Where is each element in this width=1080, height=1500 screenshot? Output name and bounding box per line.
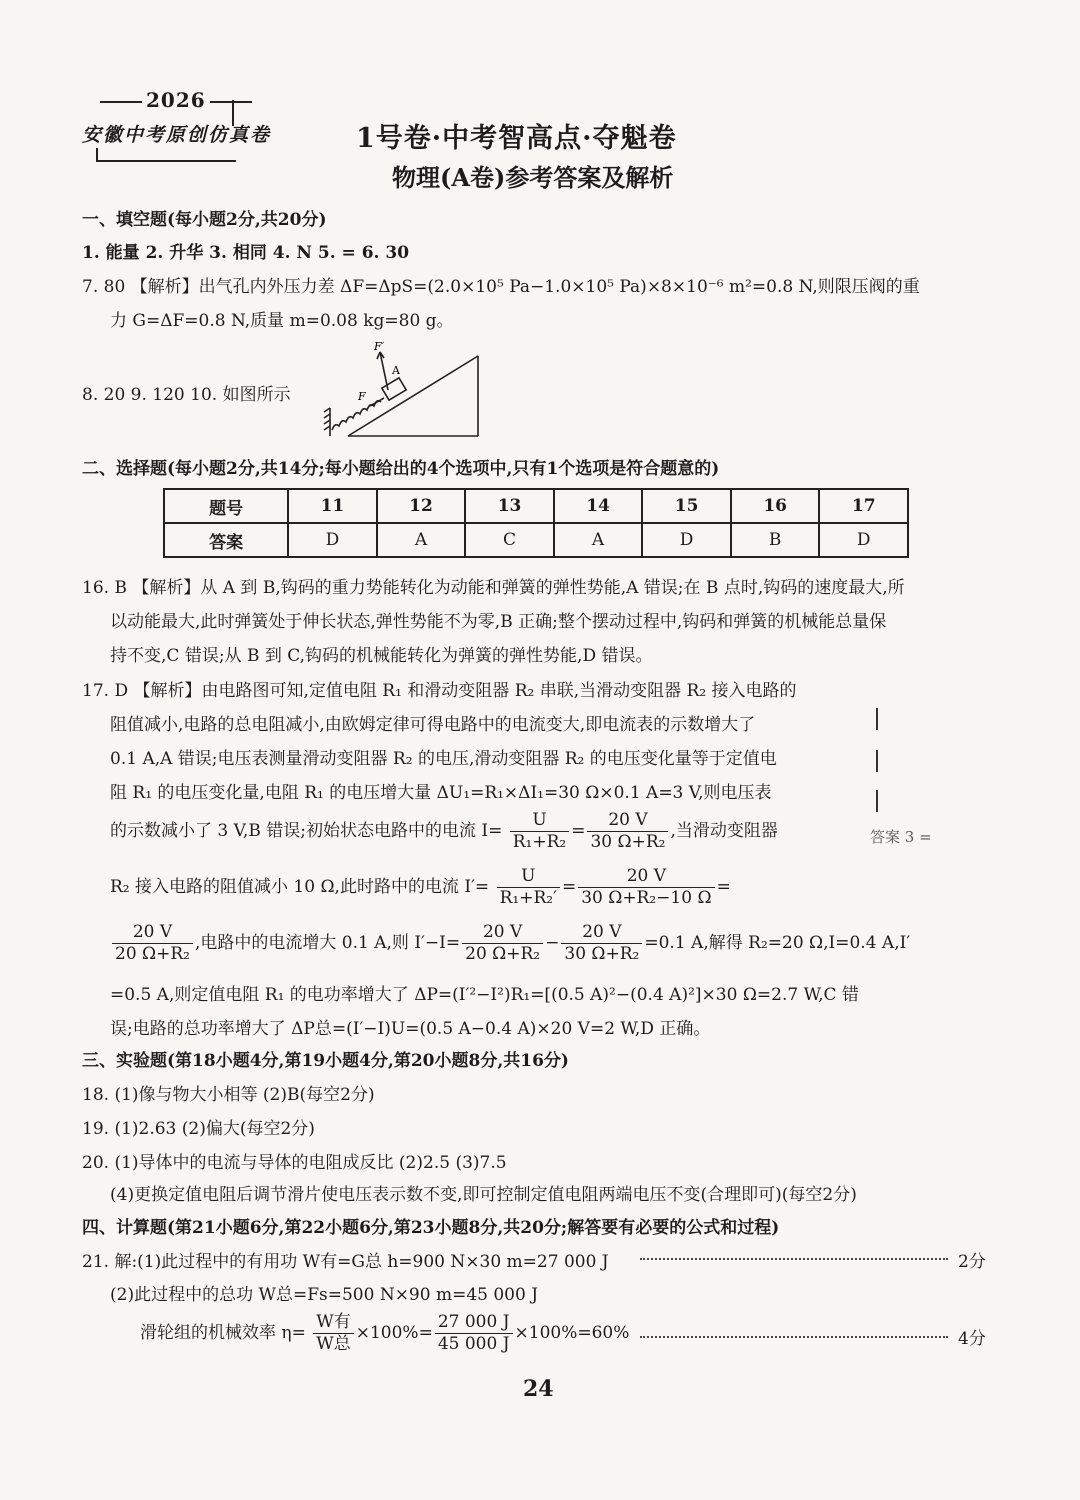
q18-answer: 18. (1)像与物大小相等 (2)B(每空2分) [82,1085,375,1105]
section-heading-4: 四、计算题(第21小题6分,第22小题6分,第23小题8分,共20分;解答要有必要的公式和过程) [82,1218,780,1238]
force-label-f: F [358,390,366,403]
fraction-denominator: R₁+R₂ [512,832,567,852]
q17-line9: 误;电路的总功率增大了 ΔP总=(I′−I)U=(0.5 A−0.4 A)×20 V=2 W,D 正确。 [110,1019,711,1039]
section-heading-1: 一、填空题(每小题2分,共20分) [82,210,327,230]
dotted-leader [640,1258,948,1260]
table-cell: 14 [554,489,643,523]
fraction-numerator: W有 [313,1312,353,1334]
q21-line3 [140,1312,629,1355]
fraction-denominator: 45 000 J [437,1334,510,1354]
fraction [462,922,543,965]
section-heading-2: 二、选择题(每小题2分,共14分;每小题给出的4个选项中,只有1个选项是符合题意的) [82,459,720,479]
table-cell: 13 [465,489,554,523]
answers-1-6: 1. 能量 2. 升华 3. 相同 4. N 5. = 6. 30 [82,243,410,263]
q20-line1: 20. (1)导体中的电流与导体的电阻成反比 (2)2.5 (3)7.5 [82,1153,507,1173]
fraction-numerator: 20 V [462,922,543,944]
fraction-denominator: 30 Ω+R₂ [590,832,666,852]
fraction-denominator: R₁+R₂′ [499,888,557,908]
stamp-name: 安徽中考原创仿真卷 [82,124,272,146]
q21-text: 滑轮组的机械效率 η= [140,1323,306,1343]
fraction [561,922,642,965]
fraction-numerator: 20 V [578,866,714,888]
q21-score-1: 2分 [958,1252,986,1272]
q21-text: ×100%=60% [514,1323,630,1343]
table-cell: D [642,523,731,557]
fraction-numerator: U [497,866,560,888]
q17-line5: 的示数减小了 3 V,B 错误;初始状态电路中的电流 I= $\frac{U}{\text{R₁+R₂}}$ = $\frac{20 V}{\text{30 Ω+R₂}}$ ,当滑动变阻器 [110,810,778,852]
table-cell: 15 [642,489,731,523]
fraction-numerator: 20 V [112,922,193,944]
fraction-denominator: 20 Ω+R₂ [115,944,190,964]
q20-line2: (4)更换定值电阻后调节滑片使电压表示数不变,即可控制定值电阻两端电压不变(合理即可)(每空2分) [110,1185,857,1205]
table-cell: A [554,523,643,557]
stamp-border [96,160,236,162]
force-label-fprime: F′ [374,340,385,353]
fraction [587,810,668,853]
margin-mark [876,790,878,812]
q17-line3: 0.1 A,A 错误;电压表测量滑动变阻器 R₂ 的电压,滑动变阻器 R₂ 的电压变化量等于定值电 [110,749,777,769]
table-cell: 16 [731,489,820,523]
q17-line2: 阻值减小,电路的总电阻减小,由欧姆定律可得电路中的电流变大,即电流表的示数增大了 [110,715,756,735]
fraction [435,1312,513,1355]
section-heading-3: 三、实验题(第18小题4分,第19小题4分,第20小题8分,共16分) [82,1051,569,1071]
fraction-denominator: 30 Ω+R₂ [564,944,640,964]
fraction [497,866,560,909]
table-row [164,523,908,557]
dotted-leader [640,1336,948,1338]
page-title: 1号卷·中考智高点·夺魁卷 [356,123,677,154]
q17-line7: $\frac{20 V}{\text{20 Ω+R₂}}$ ,电路中的电流增大 0.1 A,则 I′−I= $\frac{20 V}{\text{20 Ω+R₂}}$ − $\frac{20 V}{\text{30 Ω+R₂}}$ =0.1 A,解得 R₂=20 Ω,I=0.4 A,I′ [110,922,910,965]
q16-line1: 16. B 【解析】从 A 到 B,钩码的重力势能转化为动能和弹簧的弹性势能,A 错误;在 B 点时,钩码的速度最大,所 [82,578,905,598]
table-cell: C [465,523,554,557]
q16-line3: 持不变,C 错误;从 B 到 C,钩码的机械能转化为弹簧的弹性势能,D 错误。 [110,646,653,666]
q21-line2: (2)此过程中的总功 W总=Fs=500 N×90 m=45 000 J [110,1285,539,1305]
q21-line1: 21. 解:(1)此过程中的有用功 W有=G总 h=900 N×30 m=27 000 J [82,1252,609,1272]
fraction-denominator: W总 [316,1334,351,1354]
fraction-numerator: 20 V [561,922,642,944]
page-subtitle: 物理(A卷)参考答案及解析 [392,163,674,192]
fraction-numerator: U [510,810,569,832]
q16-line2: 以动能最大,此时弹簧处于伸长状态,弹性势能不为零,B 正确;整个摆动过程中,钩码和弹簧的机械能总量保 [110,612,887,632]
table-cell: 答案 [164,523,288,557]
fraction-denominator: 30 Ω+R₂−10 Ω [581,888,712,908]
incline-force-diagram [318,338,488,438]
page-number: 24 [523,1376,554,1402]
q7-line1: 7. 80 【解析】出气孔内外压力差 ΔF=ΔpS=(2.0×10⁵ Pa−1.0×10⁵ Pa)×8×10⁻⁶ m²=0.8 N,则限压阀的重 [82,277,920,297]
fraction [510,810,569,853]
table-cell: 17 [819,489,908,523]
q17-line8: =0.5 A,则定值电阻 R₁ 的电功率增大了 ΔP=(I′²−I²)R₁=[(0.5 A)²−(0.4 A)²]×30 Ω=2.7 W,C 错 [110,985,859,1005]
margin-mark [876,708,878,730]
fraction-numerator: 20 V [587,810,668,832]
table-cell: A [377,523,466,557]
q21-text: ×100%= [355,1323,433,1343]
q7-line2: 力 G=ΔF=0.8 N,质量 m=0.08 kg=80 g。 [110,311,454,331]
block-label-a: A [392,364,400,377]
q19-answer: 19. (1)2.63 (2)偏大(每空2分) [82,1119,315,1139]
q21-score-2: 4分 [958,1329,986,1349]
table-cell: D [288,523,377,557]
fraction [578,866,714,909]
answer-table [163,488,909,558]
margin-note: 答案 3 = [870,828,932,846]
q17-text: =0.1 A,解得 R₂=20 Ω,I=0.4 A,I′ [644,933,911,953]
table-cell: D [819,523,908,557]
table-cell: 题号 [164,489,288,523]
q17-text: R₂ 接入电路的阻值减小 10 Ω,此时路中的电流 I′= [110,877,490,897]
fraction-numerator: 27 000 J [435,1312,513,1334]
fraction [112,922,193,965]
answers-8-10: 8. 20 9. 120 10. 如图所示 [82,385,291,405]
table-cell: B [731,523,820,557]
table-cell: 11 [288,489,377,523]
q17-text: 的示数减小了 3 V,B 错误;初始状态电路中的电流 I= [110,821,503,841]
table-cell: 12 [377,489,466,523]
q17-text: ,电路中的电流增大 0.1 A,则 I′−I= [195,933,461,953]
q17-line1: 17. D 【解析】由电路图可知,定值电阻 R₁ 和滑动变阻器 R₂ 串联,当滑动变阻器 R₂ 接入电路的 [82,681,797,701]
q17-text: ,当滑动变阻器 [670,821,778,841]
stamp-year: 2026 [96,88,256,112]
fraction-denominator: 20 Ω+R₂ [465,944,541,964]
table-row [164,489,908,523]
fraction [313,1312,353,1355]
q17-line6: R₂ 接入电路的阻值减小 10 Ω,此时路中的电流 I′= $\frac{U}{\text{R₁+R₂′}}$ = $\frac{20 V}{\text{30 Ω+R₂−10 Ω}}$ = [110,866,731,908]
margin-mark [876,750,878,772]
q17-line4: 阻 R₁ 的电压变化量,电阻 R₁ 的电压增大量 ΔU₁=R₁×ΔI₁=30 Ω×0.1 A=3 V,则电压表 [110,783,772,803]
